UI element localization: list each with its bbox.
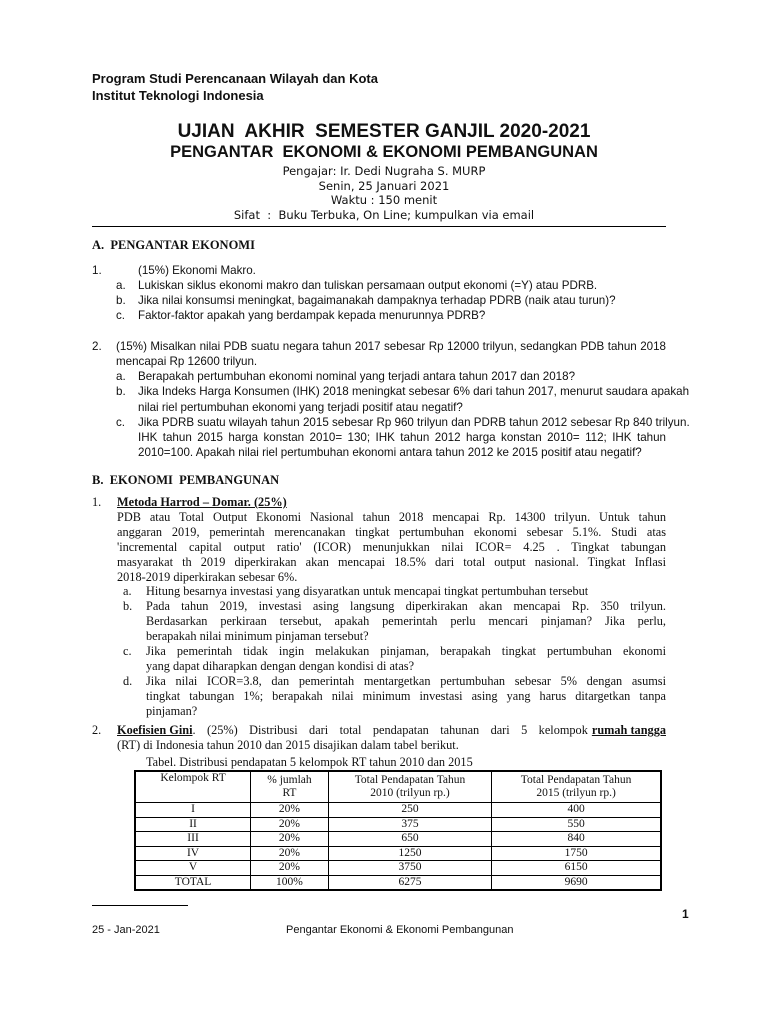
footer-date: 25 - Jan-2021 — [92, 924, 160, 936]
cell-group: TOTAL — [135, 875, 251, 890]
table-header-row — [135, 771, 661, 803]
exam-nature: Sifat : Buku Terbuka, On Line; kumpulkan via email — [233, 208, 535, 222]
cell-group: IV — [135, 846, 251, 861]
b-q1-para-line4: masyarakat th 2019 diperkirakan akan mencapai 18.5% dari total output nasional. Tingkat Inflasi — [117, 555, 666, 569]
section-a-heading: A. PENGANTAR EKONOMI — [92, 238, 255, 252]
table-row — [135, 861, 661, 876]
a-q1-title: (15%) Ekonomi Makro. — [138, 264, 256, 277]
cell-2010: 250 — [328, 803, 491, 818]
a-q2-b-label: b. — [116, 385, 126, 398]
b-q1-para-line3: 'incremental capital output ratio' (ICOR) menunjukkan nilai ICOR= 4.25 . Tingkat tabungan — [117, 540, 666, 554]
exam-date: Senin, 25 Januari 2021 — [318, 179, 450, 193]
b-q1-d-line2: tingkat tabungan 1%; berapakah nilai minimum investasi asing yang harus ditargetkan tanpa — [146, 689, 666, 703]
a-q2-c-line2: IHK tahun 2015 harga konstan 2010= 130; IHK tahun 2012 harga konstan 2010= 112; IHK tahun — [138, 431, 666, 444]
course-title: PENGANTAR EKONOMI & EKONOMI PEMBANGUNAN — [170, 143, 598, 161]
table-caption: Tabel. Distribusi pendapatan 5 kelompok RT tahun 2010 dan 2015 — [146, 755, 473, 769]
income-table-wrapper — [134, 770, 662, 891]
b-q2-line2: (RT) di Indonesia tahun 2010 dan 2015 disajikan dalam tabel berikut. — [117, 738, 459, 752]
cell-pct: 20% — [251, 803, 329, 818]
a-q1-a-label: a. — [116, 279, 126, 292]
a-q2-line2: mencapai Rp 12600 trilyun. — [116, 355, 258, 368]
a-q2-b-line2: nilai riel pertumbuhan ekonomi yang terjadi positif atau negatif? — [138, 401, 463, 414]
cell-2010: 6275 — [328, 875, 491, 890]
b-q1-a-text: Hitung besarnya investasi yang disyaratkan untuk mencapai tingkat pertumbuhan tersebut — [146, 584, 589, 598]
title-divider — [92, 226, 666, 227]
cell-2015: 840 — [492, 832, 661, 847]
b-q1-b-label: b. — [123, 599, 133, 613]
cell-pct: 20% — [251, 832, 329, 847]
footer-rule — [92, 905, 188, 906]
a-q1-c-label: c. — [116, 309, 126, 322]
lecturer: Pengajar: Ir. Dedi Nugraha S. MURP — [282, 164, 486, 178]
institute-name: Institut Teknologi Indonesia — [92, 88, 264, 103]
b-q1-number: 1. — [92, 495, 102, 509]
a-q2-c-label: c. — [116, 416, 126, 429]
cell-2010: 1250 — [328, 846, 491, 861]
b-q1-b-line2: Berdasarkan perkiraan tersebut, apakah pemerintah perlu mencari pinjaman? Jika perlu, — [146, 614, 666, 628]
cell-pct: 20% — [251, 861, 329, 876]
cell-group: II — [135, 817, 251, 832]
b-q1-para-line1: PDB atau Total Output Ekonomi Nasional tahun 2018 mencapai Rp. 14300 trilyun. Untuk tahun — [117, 510, 666, 524]
cell-2015: 9690 — [492, 875, 661, 890]
header-2010: Total Pendapatan Tahun 2010 (trilyun rp.) — [328, 771, 491, 803]
table-total-row — [135, 875, 661, 890]
table-row — [135, 803, 661, 818]
exam-duration: Waktu : 150 menit — [330, 193, 438, 207]
b-q1-para-line2: anggaran 2019, pemerintah merencanakan tingkat pertumbuhan ekonomi sebesar 5.1%. Studi atas — [117, 525, 666, 539]
table-row — [135, 817, 661, 832]
b-q1-c-line1: Jika pemerintah tidak ingin melakukan pinjaman, berapakah tingkat pertumbuhan ekonomi — [146, 644, 666, 658]
cell-2015: 6150 — [492, 861, 661, 876]
header-2015: Total Pendapatan Tahun 2015 (trilyun rp.) — [492, 771, 661, 803]
a-q2-a-text: Berapakah pertumbuhan ekonomi nominal yang terjadi antara tahun 2017 dan 2018? — [138, 370, 576, 383]
header-group: Kelompok RT — [135, 771, 251, 803]
b-q1-para-line5: 2018-2019 diperkirakan sebesar 6%. — [117, 570, 298, 584]
exam-title: UJIAN AKHIR SEMESTER GANJIL 2020-2021 — [177, 121, 591, 142]
a-q2-c-line1: Jika PDRB suatu wilayah tahun 2015 sebesar Rp 960 trilyun dan PDRB tahun 2012 sebesar Rp 840 trilyun. — [138, 416, 690, 429]
cell-2015: 550 — [492, 817, 661, 832]
cell-group: III — [135, 832, 251, 847]
b-q1-c-label: c. — [123, 644, 132, 658]
b-q1-title: Metoda Harrod – Domar. (25%) — [117, 495, 287, 509]
b-q1-b-line1: Pada tahun 2019, investasi asing langsung diperkirakan akan mencapai Rp. 350 trilyun. — [146, 599, 666, 613]
a-q2-c-line3: 2010=100. Apakah nilai riel pertumbuhan ekonomi antara tahun 2012 ke 2015 positif atau negatif? — [138, 446, 642, 459]
cell-pct: 20% — [251, 817, 329, 832]
table-row — [135, 832, 661, 847]
b-q2-line1 — [117, 723, 666, 738]
a-q1-c-text: Faktor-faktor apakah yang berdampak kepada menurunnya PDRB? — [138, 309, 486, 322]
a-q2-b-line1: Jika Indeks Harga Konsumen (IHK) 2018 meningkat sebesar 6% dari tahun 2017, menurut saudara apakah — [138, 385, 690, 398]
footer-course: Pengantar Ekonomi & Ekonomi Pembangunan — [286, 924, 514, 936]
b-q1-d-label: d. — [123, 674, 133, 688]
cell-2010: 650 — [328, 832, 491, 847]
cell-2015: 400 — [492, 803, 661, 818]
a-q2-a-label: a. — [116, 370, 126, 383]
a-q2-line1: (15%) Misalkan nilai PDB suatu negara tahun 2017 sebesar Rp 12000 trilyun, sedangkan PDB tahun 2018 — [116, 340, 666, 353]
a-q2-number: 2. — [92, 340, 102, 353]
a-q1-number: 1. — [92, 264, 102, 277]
b-q1-c-line2: yang dapat diharapkan dengan dengan kondisi di atas? — [146, 659, 415, 673]
rumah-tangga-term: rumah tangga — [591, 723, 666, 737]
gini-term: Koefisien Gini — [117, 723, 193, 737]
b-q1-d-line1: Jika nilai ICOR=3.8, dan pemerintah mentargetkan pertumbuhan sebesar 5% dengan asumsi — [146, 674, 666, 688]
b-q1-b-line3: berapakah nilai minimum pinjaman tersebut? — [146, 629, 369, 643]
cell-2015: 1750 — [492, 846, 661, 861]
cell-group: I — [135, 803, 251, 818]
cell-group: V — [135, 861, 251, 876]
cell-pct: 100% — [251, 875, 329, 890]
a-q1-a-text: Lukiskan siklus ekonomi makro dan tuliskan persamaan output ekonomi (=Y) atau PDRB. — [138, 279, 598, 292]
b-q1-d-line3: pinjaman? — [146, 704, 198, 718]
header-pct: % jumlah RT — [251, 771, 329, 803]
cell-pct: 20% — [251, 846, 329, 861]
a-q1-b-text: Jika nilai konsumsi meningkat, bagaimanakah dampaknya terhadap PDRB (naik atau turun)? — [138, 294, 616, 307]
b-q1-a-label: a. — [123, 584, 132, 598]
b-q2-line1-rest: . (25%) Distribusi dari total pendapatan tahunan dari 5 kelompok — [192, 723, 588, 737]
b-q2-number: 2. — [92, 723, 102, 737]
income-distribution-table — [134, 770, 662, 891]
page-number: 1 — [682, 907, 689, 921]
table-row — [135, 846, 661, 861]
cell-2010: 3750 — [328, 861, 491, 876]
cell-2010: 375 — [328, 817, 491, 832]
a-q1-b-label: b. — [116, 294, 126, 307]
program-name: Program Studi Perencanaan Wilayah dan Kota — [92, 71, 378, 86]
section-b-heading: B. EKONOMI PEMBANGUNAN — [92, 473, 280, 487]
